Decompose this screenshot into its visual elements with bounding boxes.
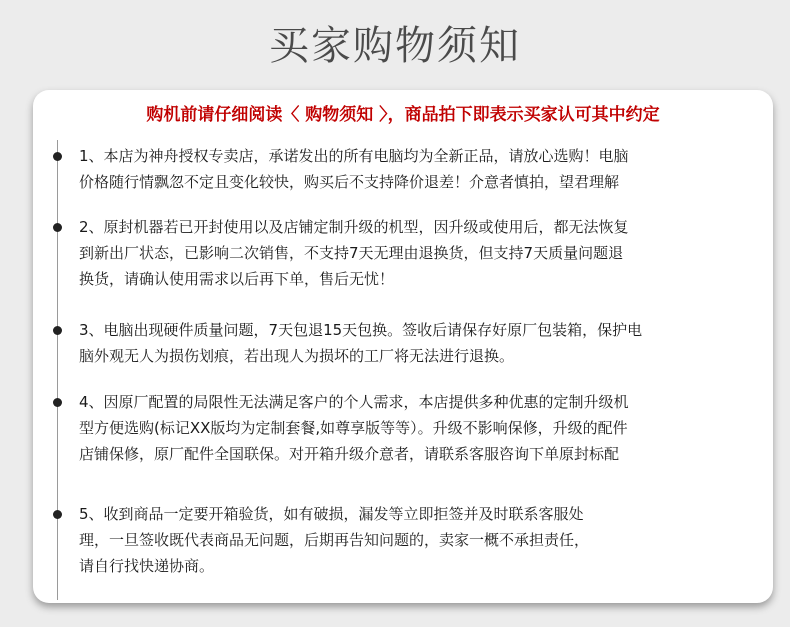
bullet-dot-icon [53, 510, 62, 519]
notice-item-4-line-3: 店铺保修，原厂配件全国联保。对开箱升级介意者，请联系客服咨询下单原封标配 [79, 445, 620, 463]
notice-item-4-line-2: 型方便选购(标记XX版均为定制套餐,如尊享版等等）。升级不影响保修，升级的配件 [79, 419, 628, 437]
notice-item-3-line-1: 3、电脑出现硬件质量问题，7天包退15天包换。签收后请保存好原厂包装箱，保护电 [79, 321, 643, 339]
notice-item-4 [79, 389, 759, 467]
bullet-dot-icon [53, 152, 62, 161]
notice-heading: 购机前请仔细阅读〈 购物须知 〉，商品拍下即表示买家认可其中约定 [146, 105, 660, 125]
page-title: 买家购物须知 [269, 23, 521, 69]
notice-item-5-line-1: 5、收到商品一定要开箱验货，如有破损，漏发等立即拒签并及时联系客服处 [79, 505, 584, 523]
notice-item-1 [79, 143, 759, 195]
bullet-dot-icon [53, 223, 62, 232]
notice-item-2-line-2: 到新出厂状态，已影响二次销售，不支持7天无理由退换货，但支持7天质量问题退 [79, 244, 624, 262]
notice-item-5-line-2: 理，一旦签收既代表商品无问题，后期再告知问题的，卖家一概不承担责任， [79, 531, 590, 549]
notice-item-4-line-1: 4、因原厂配置的局限性无法满足客户的个人需求，本店提供多种优惠的定制升级机 [79, 393, 629, 411]
notice-item-5 [79, 501, 759, 579]
notice-item-5-line-3: 请自行找快递协商。 [79, 557, 215, 575]
notice-item-3-line-2: 脑外观无人为损伤划痕，若出现人为损坏的工厂将无法进行退换。 [79, 347, 515, 365]
notice-card [33, 90, 773, 603]
notice-item-3 [79, 317, 759, 369]
notice-item-2-line-3: 换货，请确认使用需求以后再下单，售后无忧！ [79, 270, 395, 288]
notice-item-2 [79, 214, 759, 292]
notice-item-1-line-2: 价格随行情飘忽不定且变化较快，购买后不支持降价退差！介意者慎拍，望君理解 [79, 173, 620, 191]
timeline-line [57, 140, 58, 600]
notice-item-2-line-1: 2、原封机器若已开封使用以及店铺定制升级的机型，因升级或使用后，都无法恢复 [79, 218, 629, 236]
bullet-dot-icon [53, 398, 62, 407]
notice-item-1-line-1: 1、本店为神舟授权专卖店，承诺发出的所有电脑均为全新正品，请放心选购！电脑 [79, 147, 629, 165]
bullet-dot-icon [53, 326, 62, 335]
